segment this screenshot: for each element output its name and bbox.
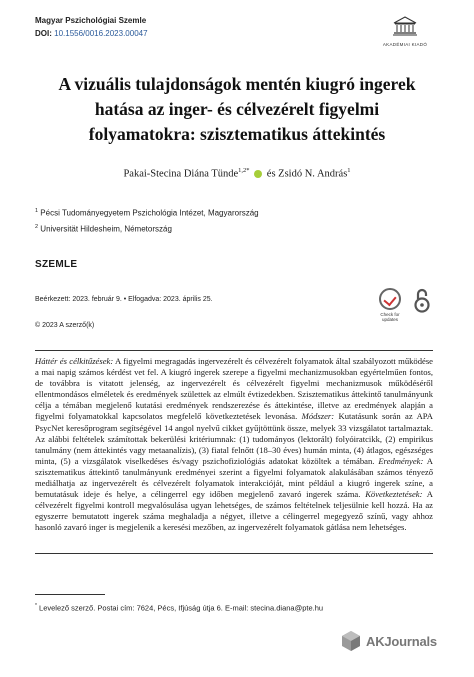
abstract-body-results: A szisztematikus áttekintő tanulmányunk eredményei szerint a figyelmi folyamatok alakulásában számos tényező mediálhatja az ingervezérelt és célvezérelt folyamatok interakcióját, mint például a kiugró ingerek színe, a bemutatásuk ideje és helye, a célingerrel egy időben megjelenő zavaró ingerek száma.	[35, 455, 433, 500]
open-lock-icon	[414, 288, 430, 314]
author-name[interactable]: Zsidó N. András	[278, 168, 348, 180]
author-connector: és	[266, 168, 276, 180]
abstract-text	[35, 356, 433, 534]
akjournals-brand: AKJournals	[366, 633, 437, 649]
affiliation-number: 2	[35, 224, 39, 230]
author-superscript: 1,2*	[238, 167, 250, 174]
doi-label: DOI:	[35, 29, 52, 38]
abstract-body-conclusions: A célvezérelt figyelmi kontroll megvalósulása ugyan lehetséges, de számos feltételnek teljesülnie kell hozzá. Ha az egyszerre bemutatott ingerek száma meghaladja a négyet, illetve a célingerrel megegyező színű, vagy ahhoz hasonló zavaró inger is megjelenik a keresési mezőben, az ingervezérelt folyamatok gátlása nem lehetséges.	[35, 489, 433, 533]
received-accepted-dates: Beérkezett: 2023. február 9. • Elfogadva: 2023. április 25.	[35, 296, 213, 303]
affiliation-number: 1	[35, 208, 39, 214]
abstract-top-rule	[35, 350, 433, 351]
article-title: A vizuális tulajdonságok mentén kiugró ingerek hatása az inger- és célvezérelt figyelmi folyamatokra: szisztematikus áttekintés	[58, 74, 416, 144]
section-label: SZEMLE	[35, 259, 78, 270]
journal-name: Magyar Pszichológiai Szemle	[35, 16, 147, 25]
footnote-mark: *	[35, 603, 37, 609]
open-access-icon	[414, 288, 430, 319]
check-icon	[379, 288, 401, 310]
abstract-body-background: A figyelmi megragadás ingervezérelt és célvezérelt folyamatok által szabályozott működése a mai napig számos kérdést vet fel. A kiugró ingerek szerepe a figyelmi mechanizmusokban egyértelműen fontos, de továbbra is vitatott jelenség, az ingervezérelt és célvezérelt figyelmi mechanizmusok működéséről ellentmondásos elméletek és eredmények születtek az elmúlt évtizedekben. Szisztematikus áttekintő tanulmányunk célja a témában megjelenő kutatási eredmények rendszerezése és áttekintése, illetve az eredmények alapján a figyelmi folyamatokkal kapcsolatos megfelelő következtetések levonása.	[35, 356, 433, 422]
abstract	[35, 356, 433, 534]
footnote-text: Levelező szerző. Postai cím: 7624, Pécs, Ifjúság útja 6. E-mail: stecina.diana@pte.hu	[36, 603, 324, 613]
affiliation	[35, 208, 259, 218]
affiliation-text: Pécsi Tudományegyetem Pszichológia Intézet, Magyarország	[40, 208, 259, 218]
footnote-rule	[35, 594, 105, 595]
abstract-heading-method: Módszer:	[301, 411, 335, 422]
publisher-logo	[370, 16, 440, 47]
doi-line	[35, 29, 148, 38]
check-for-updates-label: Check for updates	[380, 312, 400, 322]
affiliation-text: Universität Hildesheim, Németország	[40, 224, 172, 234]
publisher-name: AKADÉMIAI KIADÓ	[382, 42, 428, 47]
copyright: © 2023 A szerző(k)	[35, 322, 95, 329]
abstract-heading-results: Eredmények:	[378, 455, 424, 466]
abstract-heading-background: Háttér és célkitűzések:	[35, 356, 114, 366]
footnote	[35, 603, 323, 613]
akjournals-cube-icon	[340, 630, 362, 652]
author-superscript: 1	[347, 167, 351, 174]
abstract-body-method: Kutatásunk során az APA PsycNet keresőprogram segítségével 14 angol nyelvű cikket gyűjtöttünk össze, melyek 33 vizsgálatot tartalmaztak. Az alábbi feltételek számítottak bekerülési kritériumnak: (1) tudományos (lektorált) folyóiratcikk, (2) empirikus tanulmány (nem áttekintés vagy metaanalízis), (3) fiatal felnőtt (18–30 éves) humán minta, (4) átlagos, egészséges minta, (5) a vizsgálatok viselkedéses és/vagy pszichofiziológiás adatokat közöltek a témában.	[35, 411, 433, 466]
author-line	[40, 167, 434, 180]
orcid-icon[interactable]	[254, 170, 262, 178]
check-for-updates-badge[interactable]	[376, 288, 404, 322]
abstract-heading-conclusions: Következtetések:	[365, 489, 423, 500]
academy-building-icon	[392, 16, 418, 36]
doi-link[interactable]: 10.1556/0016.2023.00047	[54, 29, 148, 38]
abstract-bottom-rule	[35, 553, 433, 554]
author-name[interactable]: Pakai-Stecina Diána Tünde	[123, 168, 239, 180]
akjournals-logo	[340, 630, 437, 652]
affiliation	[35, 224, 172, 234]
